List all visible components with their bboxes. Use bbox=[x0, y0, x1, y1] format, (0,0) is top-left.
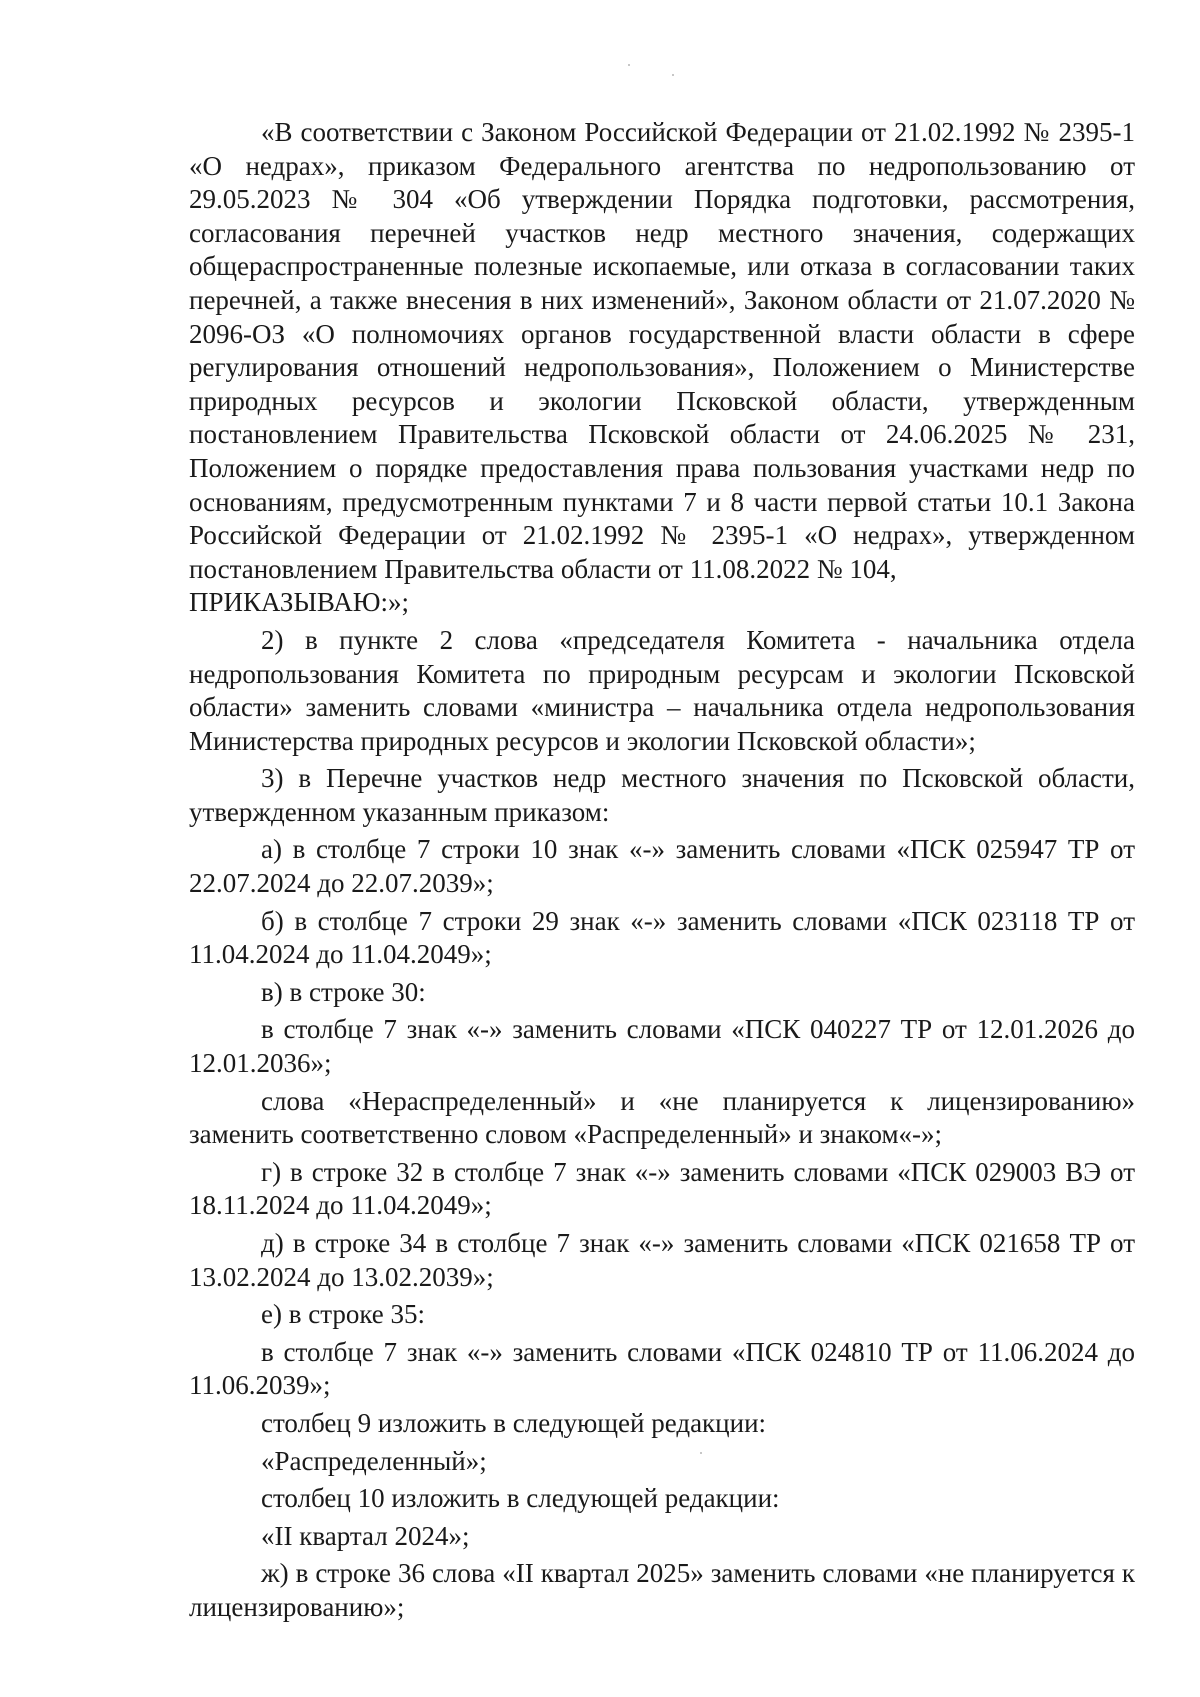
paragraph-item-3d: д) в строке 34 в столбце 7 знак «-» заменить словами «ПСК 021658 ТР от 13.02.2024 до 13.02.2039»; bbox=[189, 1228, 1135, 1292]
paragraph-item-3e-1: в столбце 7 знак «-» заменить словами «ПСК 024810 ТР от 11.06.2024 до 11.06.2039»; bbox=[189, 1336, 1135, 1401]
paragraph-item-3b: б) в столбце 7 строки 29 знак «-» заменить словами «ПСК 023118 ТР от 11.04.2024 до 11.04.2049»; bbox=[189, 905, 1135, 970]
paragraph-item-3: 3) в Перечне участков недр местного значения по Псковской области, утвержденном указанным приказом: bbox=[189, 763, 1135, 827]
paragraph-item-3e-2: столбец 9 изложить в следующей редакции: bbox=[261, 1407, 767, 1438]
paragraph-item-3a: а) в столбце 7 строки 10 знак «-» заменить словами «ПСК 025947 ТР от 22.07.2024 до 22.07.2039»; bbox=[189, 834, 1135, 899]
paragraph-item-3e: е) в строке 35: bbox=[261, 1299, 426, 1330]
paragraph-item-3e-5: «II квартал 2024»; bbox=[261, 1520, 470, 1551]
paragraph-item-3v-2: слова «Нераспределенный» и «не планируется к лицензированию» заменить соответственно словом «Распределенный» и знаком«-»; bbox=[189, 1085, 1135, 1150]
document-body bbox=[189, 116, 1135, 1625]
paragraph-order-word: ПРИКАЗЫВАЮ:»; bbox=[189, 587, 409, 618]
paragraph-preamble: «В соответствии с Законом Российской Федерации от 21.02.1992 № 2395-1 «О недрах», приказом Федерального агентства по недропользованию от 29.05.2023 № 304 «Об утверждении Порядка подготовки, рассмотрения, согласования перечней участков недр местного значения, содержащих общераспространенные полезные ископаемые, или отказа в согласовании таких перечней, а также внесения в них изменений», Законом области от 21.07.2020 № 2096-ОЗ «О полномочиях органов государственной власти области в сфере регулирования отношений недропользования», Положением о Министерстве природных ресурсов и экологии Псковской области, утвержденным постановлением Правительства Псковской области от 24.06.2025 № 231, Положением о порядке предоставления права пользования участками недр по основаниям, предусмотренным пунктами 7 и 8 части первой статьи 10.1 Закона Российской Федерации от 21.02.1992 № 2395-1 «О недрах», утвержденном постановлением Правительства области от 11.08.2022 № 104, bbox=[189, 117, 1135, 584]
paragraph-item-3g: г) в строке 32 в столбце 7 знак «-» заменить словами «ПСК 029003 ВЭ от 18.11.2024 до 11.04.2049»; bbox=[189, 1156, 1135, 1221]
paragraph-item-3e-3: «Распределенный»; bbox=[261, 1445, 487, 1476]
paragraph-item-3e-4: столбец 10 изложить в следующей редакции: bbox=[261, 1483, 780, 1514]
paragraph-item-2: 2) в пункте 2 слова «председателя Комитета - начальника отдела недропользования Комитета по природным ресурсам и экологии Псковской области» заменить словами «министра – начальника отдела недропользования Министерства природных ресурсов и экологии Псковской области»; bbox=[189, 624, 1135, 756]
paragraph-item-3zh: ж) в строке 36 слова «II квартал 2025» заменить словами «не планируется к лицензированию»; bbox=[189, 1558, 1135, 1622]
paragraph-item-3v: в) в строке 30: bbox=[261, 976, 426, 1007]
scan-speck bbox=[672, 74, 674, 76]
paragraph-item-3v-1: в столбце 7 знак «-» заменить словами «ПСК 040227 ТР от 12.01.2026 до 12.01.2036»; bbox=[189, 1014, 1135, 1079]
scan-speck bbox=[628, 64, 630, 66]
